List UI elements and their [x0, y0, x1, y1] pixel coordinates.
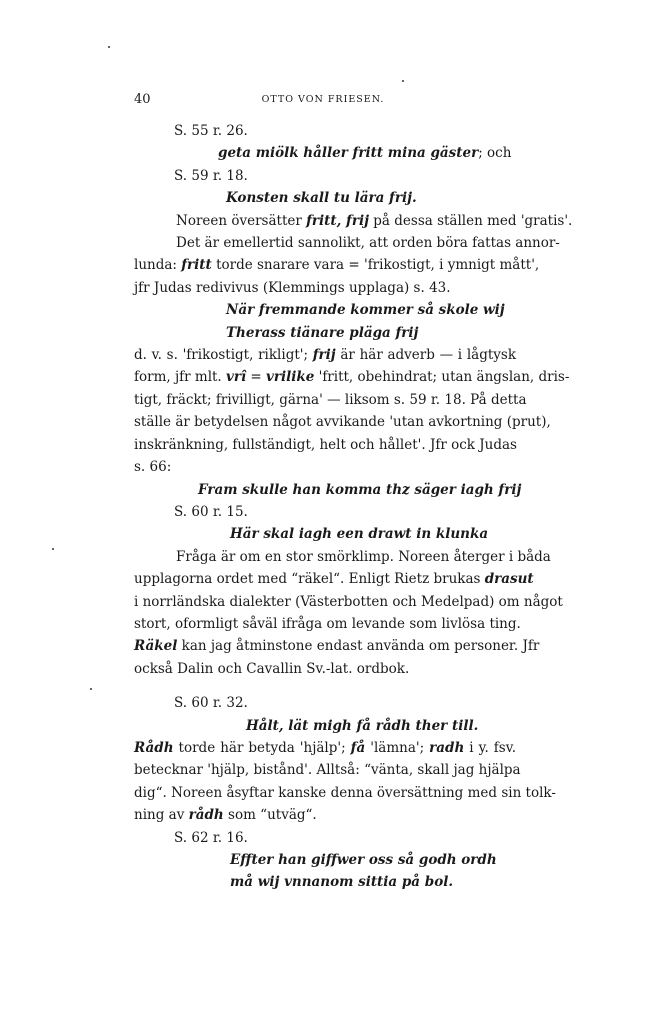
text-line — [134, 804, 516, 826]
text-line — [134, 782, 556, 804]
italic-span: geta miölk håller — [218, 145, 353, 162]
text-line — [134, 568, 534, 590]
text-line — [134, 658, 516, 680]
italic-span: Konsten skall tu lära frij. — [226, 190, 417, 207]
citation-ref — [174, 165, 516, 187]
body-text — [134, 120, 573, 894]
text-span: 'fritt, obehindrat; utan ängslan, dris- — [314, 369, 570, 386]
quoted-verse — [218, 142, 516, 164]
text-span: ning av — [134, 807, 189, 824]
text-line — [134, 411, 551, 433]
text-line — [134, 366, 570, 388]
text-line — [134, 210, 573, 232]
italic-span: När fremmande kommer så skole wij — [226, 302, 505, 319]
text-span: S. 55 r. 26. — [174, 123, 248, 139]
text-line — [134, 737, 516, 759]
italic-span: Hålt, lät migh få rådh ther till. — [246, 717, 479, 734]
scan-speck — [90, 688, 92, 690]
citation-ref — [174, 501, 516, 523]
text-span: ställe är betydelsen något avvikande 'utan avkortning (prut), — [134, 414, 551, 431]
italic-span: rådh — [188, 807, 224, 824]
text-span: = — [246, 369, 267, 386]
italic-span: mina gäster — [383, 145, 479, 162]
text-span: s. 66: — [134, 459, 172, 476]
text-span: stort, oformligt såväl ifråga om levande som livlösa ting. — [134, 615, 521, 632]
text-span: S. 60 r. 32. — [174, 695, 248, 712]
text-span: S. 62 r. 16. — [174, 829, 248, 846]
quoted-verse — [230, 849, 516, 871]
text-span: i y. fsv. — [464, 739, 517, 756]
scan-speck — [108, 46, 110, 48]
page-number: 40 — [134, 92, 151, 107]
text-span: också Dalin och Cavallin Sv.-lat. ordbok. — [134, 660, 410, 677]
italic-span: Effter han giffwer oss så godh ordh — [230, 852, 497, 868]
text-span: S. 60 r. 15. — [174, 503, 248, 520]
text-span: inskränkning, fullständigt, helt och hållet'. Jfr ock Judas — [134, 436, 517, 453]
quoted-verse — [198, 479, 522, 501]
text-span: kan jag åtminstone endast använda om personer. Jfr — [177, 638, 540, 655]
quoted-verse — [226, 299, 516, 321]
text-span: Det är emellertid sannolikt, att orden böra fattas annor- — [176, 235, 560, 252]
text-span: jfr Judas redivivus (Klemmings upplaga) s. 43. — [134, 279, 451, 296]
text-line — [134, 389, 527, 411]
italic-span: Räkel — [134, 638, 178, 655]
text-span: som “utväg“. — [223, 807, 317, 824]
text-span: lunda: — [134, 257, 182, 274]
text-span: 'lämna'; — [365, 739, 430, 756]
text-line — [134, 344, 516, 366]
italic-span: må wij vnnanom sittia på bol. — [230, 874, 454, 891]
quoted-verse — [230, 871, 516, 893]
quoted-verse — [226, 322, 516, 344]
italic-span: fritt, frij — [306, 212, 369, 229]
text-span: tigt, fräckt; frivilligt, gärna' — liksom s. 59 r. 18. På detta — [134, 391, 527, 408]
scan-speck — [52, 548, 54, 550]
italic-span: Therass tiänare pläga frij — [226, 324, 419, 341]
italic-span: frij — [312, 347, 336, 364]
italic-span: fritt — [352, 145, 384, 162]
italic-span: Här skal iagh een drawt in klunka — [230, 526, 489, 543]
text-line — [134, 277, 516, 299]
text-span: S. 59 r. 18. — [174, 167, 248, 184]
text-span: form, jfr mlt. — [134, 369, 227, 386]
text-span: ; och — [478, 145, 512, 162]
text-span: i norrländska dialekter (Västerbotten och Medelpad) om något — [134, 593, 563, 610]
text-span: d. v. s. 'frikostigt, rikligt'; — [134, 347, 313, 364]
text-line — [134, 591, 563, 613]
italic-span: vrilike — [266, 369, 315, 386]
quoted-verse — [226, 187, 516, 209]
italic-span: Fram skulle han komma thz säger iagh frij — [198, 481, 522, 498]
citation-ref — [174, 692, 516, 714]
text-span: Fråga är om en stor smörklimp. Noreen återger i båda — [176, 548, 551, 565]
text-span: Noreen översätter — [176, 212, 307, 229]
italic-span: drasut — [484, 571, 534, 588]
quoted-verse — [246, 715, 516, 737]
text-span: upplagorna ordet med “räkel“. Enligt Rietz brukas — [134, 571, 485, 588]
italic-span: Rådh — [134, 739, 174, 756]
text-line — [134, 635, 540, 657]
italic-span: fritt — [181, 257, 212, 274]
running-title: OTTO VON FRIESEN. — [261, 94, 385, 105]
citation-ref — [174, 120, 516, 142]
quoted-verse — [230, 523, 516, 545]
citation-ref — [174, 827, 516, 849]
text-line — [134, 456, 516, 478]
text-span: betecknar 'hjälp, bistånd'. Alltså: “vänta, skall jag hjälpa — [134, 762, 521, 779]
text-line — [134, 434, 516, 456]
section-gap — [134, 680, 516, 692]
text-span: torde här betyda 'hjälp'; — [173, 739, 351, 756]
text-line — [134, 759, 521, 781]
italic-span: få — [350, 739, 366, 756]
text-span: är här adverb — i lågtysk — [335, 347, 516, 364]
page-header — [134, 92, 512, 112]
text-line — [134, 254, 540, 276]
text-span: torde snarare vara = 'frikostigt, i ymnigt mått', — [211, 257, 540, 274]
text-line — [134, 613, 521, 635]
text-line — [134, 232, 560, 254]
italic-span: radh — [429, 739, 465, 756]
text-span: på dessa ställen med 'gratis'. — [368, 212, 573, 229]
italic-span: vrî — [226, 369, 247, 386]
text-line — [134, 546, 551, 568]
scan-speck — [402, 80, 404, 82]
text-span: dig“. Noreen åsyftar kanske denna översättning med sin tolk- — [134, 784, 556, 801]
